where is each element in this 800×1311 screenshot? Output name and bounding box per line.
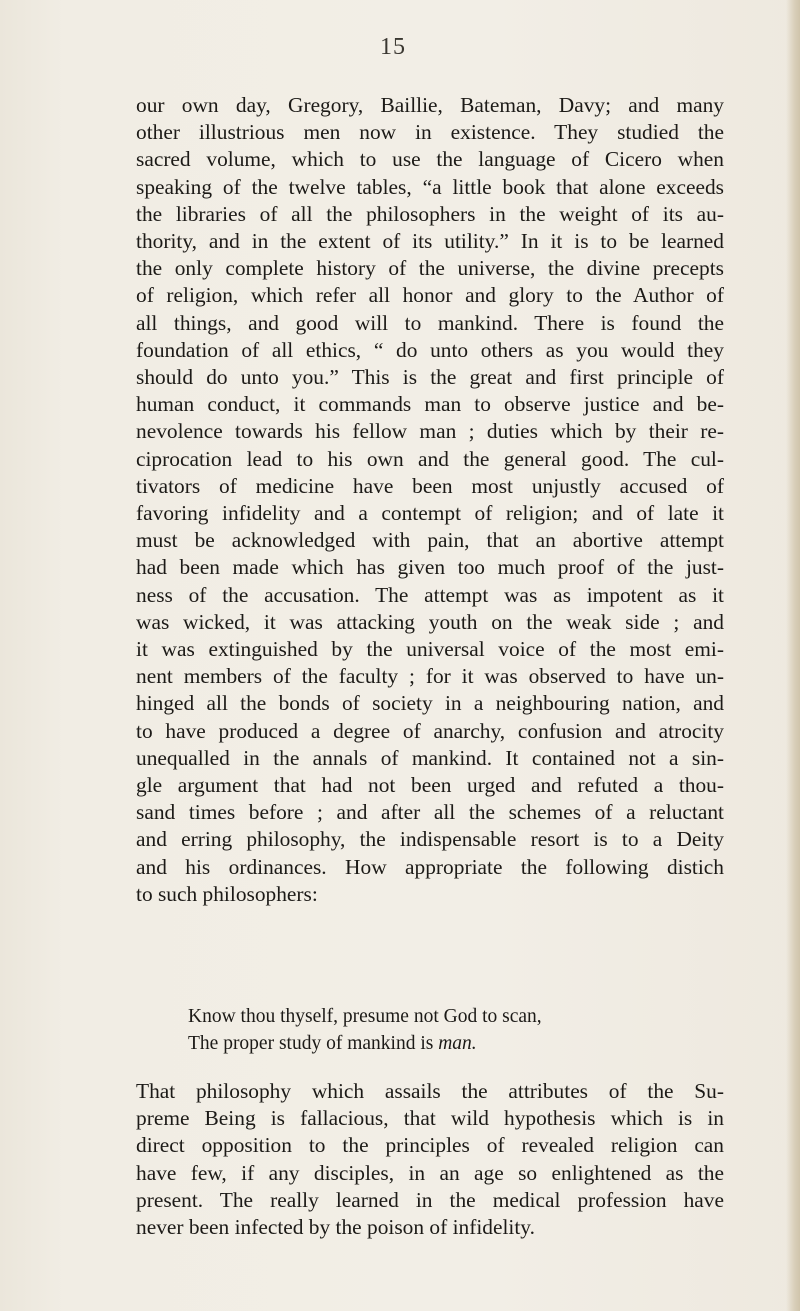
text-line: and erring philosophy, the indispensable resort is to a Deity — [136, 827, 724, 852]
text-line: have few, if any disciples, in an age so enlightened as the — [136, 1160, 724, 1185]
text-line: hinged all the bonds of society in a neighbouring nation, and — [136, 691, 724, 716]
text-line: sacred volume, which to use the language of Cicero when — [136, 147, 724, 172]
text-line: preme Being is fallacious, that wild hypothesis which is in — [136, 1106, 724, 1131]
verse-line-2-italic: man. — [438, 1033, 477, 1054]
text-line: the only complete history of the universe, the divine precepts — [136, 256, 724, 281]
text-line: should do unto you.” This is the great and first principle of — [136, 365, 724, 390]
text-line: direct opposition to the principles of revealed religion can — [136, 1133, 724, 1158]
verse-line-1: Know thou thyself, presume not God to scan, — [188, 1006, 542, 1027]
text-line: never been infected by the poison of infidelity. — [136, 1215, 535, 1240]
text-line: nent members of the faculty ; for it was observed to have un- — [136, 664, 724, 689]
page-number: 15 — [380, 34, 406, 60]
text-line: unequalled in the annals of mankind. It contained not a sin- — [136, 745, 724, 770]
text-line: present. The really learned in the medical profession have — [136, 1187, 724, 1212]
text-line: ciprocation lead to his own and the general good. The cul- — [136, 446, 724, 471]
text-line: other illustrious men now in existence. They studied the — [136, 120, 724, 145]
text-line: That philosophy which assails the attributes of the Su- — [136, 1079, 724, 1103]
text-line: foundation of all ethics, “ do unto others as you would they — [136, 337, 724, 362]
text-line: gle argument that had not been urged and refuted a thou- — [136, 773, 724, 798]
text-line: had been made which has given too much proof of the just- — [136, 555, 724, 580]
text-line: favoring infidelity and a contempt of religion; and of late it — [136, 501, 724, 526]
text-line: our own day, Gregory, Baillie, Bateman, Davy; and many — [136, 93, 724, 117]
text-line: to such philosophers: — [136, 881, 318, 906]
paragraph-1 — [136, 92, 724, 908]
paragraph-2 — [136, 1078, 724, 1241]
text-line: tivators of medicine have been most unjustly accused of — [136, 473, 724, 498]
text-line: human conduct, it commands man to observe justice and be- — [136, 392, 724, 417]
text-line: ness of the accusation. The attempt was as impotent as it — [136, 582, 724, 607]
text-line: and his ordinances. How appropriate the following distich — [136, 854, 724, 879]
text-line: nevolence towards his fellow man ; duties which by their re- — [136, 419, 724, 444]
text-line: it was extinguished by the universal voice of the most emi- — [136, 637, 724, 662]
text-line: the libraries of all the philosophers in the weight of its au- — [136, 201, 724, 226]
page-edge-shadow — [786, 0, 800, 1311]
text-line: thority, and in the extent of its utility.” In it is to be learned — [136, 229, 724, 254]
text-line: sand times before ; and after all the schemes of a reluctant — [136, 800, 724, 825]
text-line: speaking of the twelve tables, “a little book that alone exceeds — [136, 174, 724, 199]
verse-line-2 — [188, 1030, 542, 1057]
text-line: must be acknowledged with pain, that an abortive attempt — [136, 528, 724, 553]
text-line: all things, and good will to mankind. There is found the — [136, 310, 724, 335]
text-line: was wicked, it was attacking youth on the weak side ; and — [136, 609, 724, 634]
verse-distich — [188, 1003, 542, 1057]
text-line: to have produced a degree of anarchy, confusion and atrocity — [136, 718, 724, 743]
verse-line-2-text: The proper study of mankind is — [188, 1033, 439, 1054]
text-line: of religion, which refer all honor and glory to the Author of — [136, 283, 724, 308]
